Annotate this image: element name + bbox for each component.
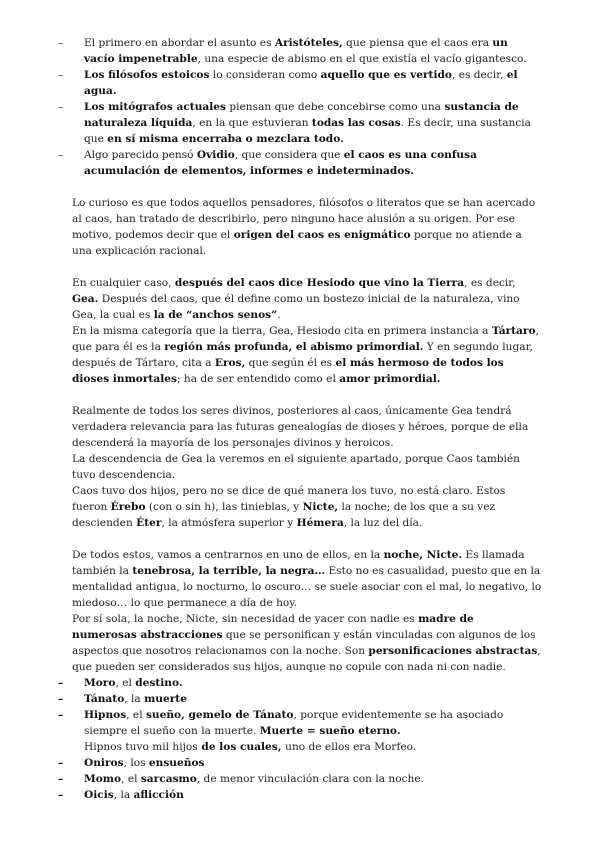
nicte-children-list (72, 675, 542, 803)
bold-text: tenebrosa, la terrible, la negra… (132, 565, 326, 577)
text: , es decir, (464, 277, 516, 289)
bold-text: todas las cosas (311, 117, 401, 129)
bold-text: Muerte = sueño eterno. (259, 725, 401, 737)
text: , la (113, 789, 134, 801)
bold-text: origen del caos es enigmático (233, 229, 411, 241)
text: El primero en abordar el asunto es (84, 37, 275, 49)
document-content (72, 35, 542, 803)
bold-text: el agua. (84, 69, 518, 97)
text: , en la que estuvieran (192, 117, 312, 129)
text: porque no atiende a una explicación racional. (72, 229, 522, 257)
philosophers-list (72, 35, 542, 179)
paragraph (72, 483, 542, 531)
bold-text: sueño, gemelo de Tánato (145, 709, 294, 721)
bold-text: Tánato (84, 693, 125, 705)
text: La descendencia de Gea la veremos en el siguiente apartado, porque Caos también tuvo descendencia. (72, 453, 521, 481)
list-item (72, 787, 542, 803)
bold-text: Los mitógrafos actuales (84, 101, 226, 113)
bold-text: personificaciones abstractas (368, 645, 538, 657)
bold-text: aflicción (133, 789, 184, 801)
list-item (72, 771, 542, 787)
text: uno de ellos era Morfeo. (285, 741, 417, 753)
text: . Es decir, una sustancia que (84, 117, 531, 145)
text: Y en segundo lugar, después de Tártaro, cita a (72, 341, 533, 369)
bold-text: Érebo (110, 501, 146, 513)
paragraph (72, 547, 542, 611)
text: Caos tuvo dos hijos, pero no se dice de qué manera los tuvo, no está claro. Estos fueron (72, 485, 506, 513)
text: , la (124, 693, 145, 705)
text: . (277, 309, 281, 321)
list-item (72, 35, 542, 67)
list-item (72, 147, 542, 179)
list-item (72, 99, 542, 147)
bold-text: de los cuales, (197, 741, 286, 753)
paragraph (72, 275, 542, 323)
list-item (72, 67, 542, 99)
bold-text: Oicis (84, 789, 114, 801)
text: , una especie de abismo en el que existía el vacío gigantesco. (197, 53, 527, 65)
bold-text: Oniros (84, 757, 124, 769)
bold-text: Eros, (214, 357, 246, 369)
bold-text: madre de numerosas abstracciones (72, 613, 474, 641)
bold-text: la de “anchos senos” (153, 309, 278, 321)
paragraph (72, 323, 542, 387)
bold-text: noche, Nicte. (383, 549, 463, 561)
text: , la atmósfera superior y (161, 517, 297, 529)
bold-text: Nicte, (302, 501, 339, 513)
paragraph (72, 195, 542, 259)
text: piensan que debe concebirse como una (226, 101, 445, 113)
bold-text: Hémera (296, 517, 344, 529)
bold-text: muerte (144, 693, 187, 705)
bold-text: un vacío impenetrable (84, 37, 508, 65)
bold-text: Ovidio (196, 149, 235, 161)
bold-text: Moro (84, 677, 116, 689)
text: , que pueden ser considerados sus hijos, aunque no copule con nada ni con nadie. (72, 645, 541, 673)
bold-text: Hipnos (84, 709, 127, 721)
text: que piensa que el caos era (342, 37, 493, 49)
bold-text: aquello que es vertido (320, 69, 452, 81)
text: la noche; de los que a su vez descienden (72, 501, 496, 529)
list-item (72, 707, 542, 755)
text: De todos estos, vamos a centrarnos en uno de ellos, en la (72, 549, 384, 561)
text: , el (121, 773, 141, 785)
text: , la luz del día. (343, 517, 423, 529)
text: (con o sin h), las tinieblas, y (145, 501, 303, 513)
text: En cualquier caso, (72, 277, 175, 289)
text: , los (123, 757, 149, 769)
bold-text: sustancia de naturaleza líquida (84, 101, 519, 129)
text: , porque evidentemente se ha asociado siempre el sueño con la muerte. (84, 709, 504, 737)
text: que se personifican y están vinculadas con algunos de los aspectos que nosotros relacionamos con la noche. Son (72, 629, 536, 657)
bold-text: Gea. (72, 293, 99, 305)
text: Lo curioso es que todos aquellos pensadores, filósofos o literatos que se han acercado al caos, han tratado de describirlo, pero ninguno hace alusión a su origen. Por ese motivo, podemos decir que el (72, 197, 536, 241)
list-item (72, 755, 542, 771)
text: , de menor vinculación clara con la noche. (196, 773, 425, 785)
text: Hipnos tuvo mil hijos (84, 741, 198, 753)
text: Después del caos, que él define como un bostezo inicial de la naturaleza, vino Gea, la cual es (72, 293, 520, 321)
bold-text: Los filósofos estoicos (84, 69, 210, 81)
text: , el (115, 677, 136, 689)
text: lo consideran como (209, 69, 321, 81)
list-item (72, 691, 542, 707)
bold-text: después del caos dice Hesiodo que vino la Tierra (174, 277, 465, 289)
text: , el (126, 709, 146, 721)
text: , que para él es la (72, 325, 539, 353)
list-item (72, 675, 542, 691)
bold-text: Aristóteles, (274, 37, 343, 49)
bold-text: Tártaro (491, 325, 536, 337)
hipnos-children-line (84, 741, 416, 753)
text: que según él es (245, 357, 336, 369)
bold-text: el más hermoso de todos los dioses inmortales (72, 357, 504, 385)
bold-text: Momo (84, 773, 122, 785)
text: Realmente de todos los seres divinos, posteriores al caos, únicamente Gea tendrá verdadera relevancia para las futuras genealogías de dioses y héroes, porque de ella descenderá la mayoría de los personajes divinos y heroicos. (72, 405, 529, 449)
text: Algo parecido pensó (84, 149, 197, 161)
bold-text: en sí misma encerraba o mezclara todo. (107, 133, 344, 145)
paragraph (72, 611, 542, 675)
list-item-text (84, 709, 503, 737)
bold-text: sarcasmo (140, 773, 197, 785)
text: Esto no es casualidad, puesto que en la mentalidad antigua, lo nocturno, lo oscuro… se suele asociar con el mal, lo negativo, lo miedoso… lo que permanece a día de hoy. (72, 565, 542, 609)
bold-text: Éter (136, 517, 162, 529)
paragraph (72, 451, 542, 483)
bold-text: destino. (135, 677, 183, 689)
text: , es decir, (451, 69, 507, 81)
paragraph (72, 403, 542, 451)
bold-text: el caos es una confusa acumulación de elementos, informes e indeterminados. (84, 149, 477, 177)
text: ; ha de ser entendido como el (176, 373, 340, 385)
bold-text: amor primordial. (339, 373, 441, 385)
text: Es llamada también la (72, 549, 525, 577)
bold-text: ensueños (148, 757, 205, 769)
text: Por sí sola, la noche, Nicte, sin necesidad de yacer con nadie es (72, 613, 419, 625)
text: , que considera que (234, 149, 344, 161)
bold-text: región más profunda, el abismo primordial. (164, 341, 424, 353)
text: En la misma categoría que la tierra, Gea, Hesiodo cita en primera instancia a (72, 325, 492, 337)
